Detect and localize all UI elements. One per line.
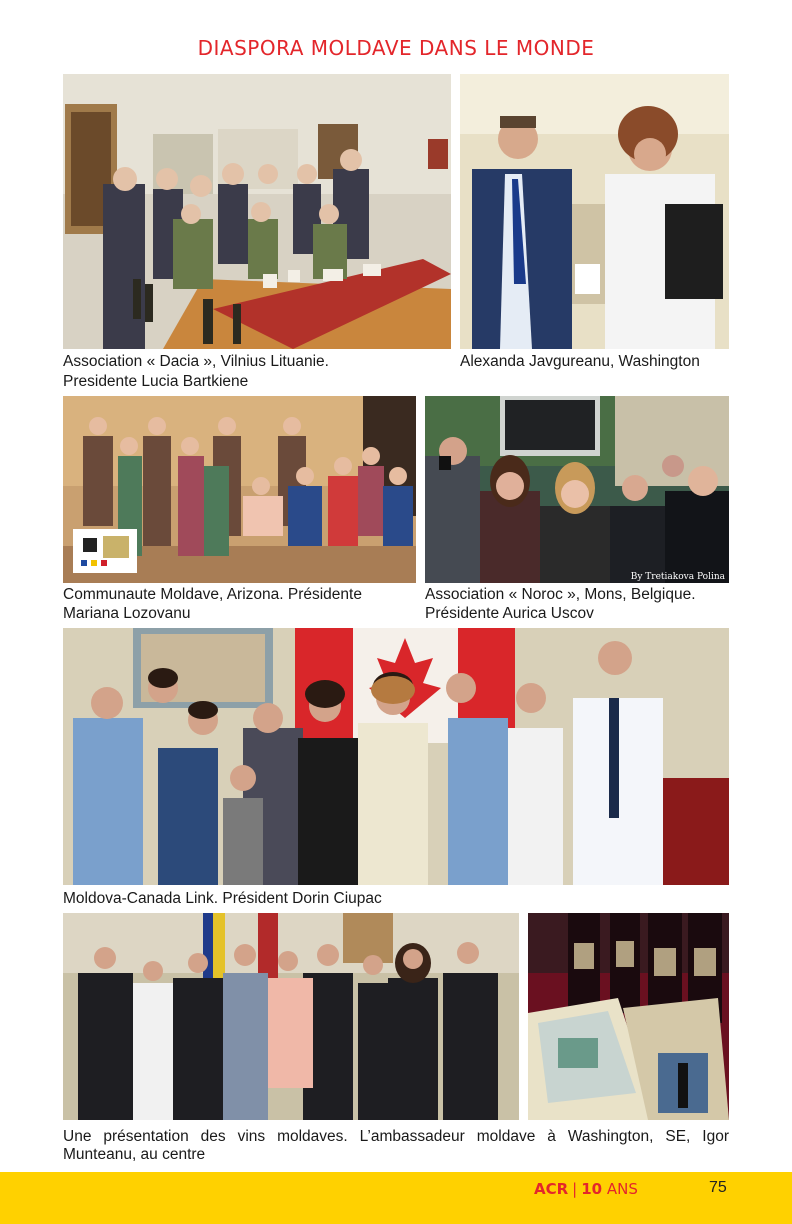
footer-band xyxy=(0,1172,792,1224)
photo-dacia-vilnius xyxy=(63,74,451,349)
caption-dacia-line2: Presidente Lucia Bartkiene xyxy=(63,373,249,390)
caption-noroc-line1: Association « Noroc », Mons, Belgique. xyxy=(425,586,696,603)
photo-noroc-mons xyxy=(425,396,729,583)
page-title: DIASPORA MOLDAVE DANS LE MONDE xyxy=(197,36,595,60)
brand-number: 10 xyxy=(581,1180,603,1198)
caption-dacia-line1: Association « Dacia », Vilnius Lituanie. xyxy=(63,353,329,370)
footer-brand xyxy=(534,1180,638,1198)
photo-embassy-group xyxy=(63,913,519,1120)
caption-moldova-canada: Moldova-Canada Link. Président Dorin Ciupac xyxy=(63,890,382,907)
caption-arizona-line2: Mariana Lozovanu xyxy=(63,605,191,622)
caption-wine-presentation: Une présentation des vins moldaves. L’ambassadeur moldave à Washington, SE, Igor Munteanu, au centre xyxy=(63,1128,729,1163)
page-number: 75 xyxy=(709,1179,727,1196)
brand-suffix: ANS xyxy=(606,1180,638,1198)
brand-acr: ACR xyxy=(534,1180,569,1198)
photo-washington xyxy=(460,74,729,349)
photo-arizona xyxy=(63,396,416,583)
photo-moldova-canada xyxy=(63,628,729,885)
noroc-watermark: By Tretiakova Polina xyxy=(630,572,725,582)
caption-noroc-line2: Présidente Aurica Uscov xyxy=(425,605,594,622)
photo-wines xyxy=(528,913,729,1120)
caption-washington: Alexanda Javgureanu, Washington xyxy=(460,353,700,370)
brand-separator: | xyxy=(572,1180,578,1198)
caption-arizona-line1: Communaute Moldave, Arizona. Présidente xyxy=(63,586,362,603)
